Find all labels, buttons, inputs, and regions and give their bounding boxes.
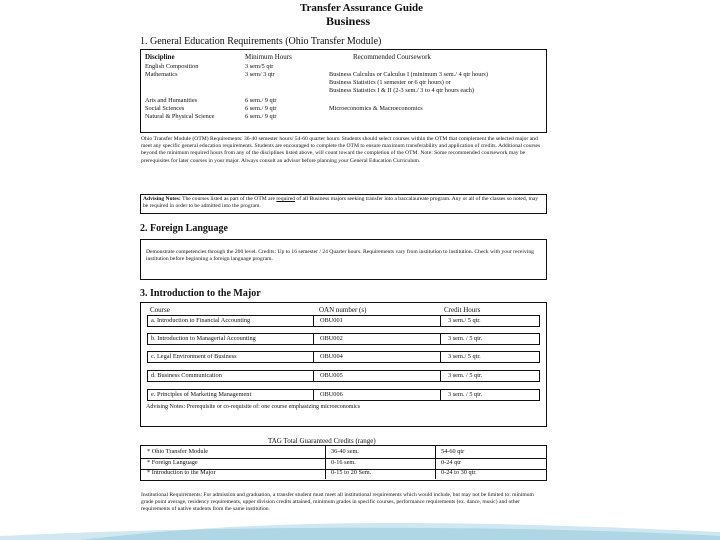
tag-label: * Introduction to the Major (147, 469, 216, 476)
gen-ed-course-cell: Business Calculus or Calculus I (minimum 3 sem./ 4 qtr hours) (329, 71, 488, 78)
gen-ed-discipline-cell: Social Sciences (145, 105, 185, 112)
tag-qtr: 0-24 qtr (441, 459, 462, 466)
credit-hours: 3 sem./ 5 qtr. (448, 317, 481, 324)
tag-sem: 36-40 sem. (331, 448, 359, 455)
major-course-row (147, 370, 540, 382)
row-divider (313, 316, 314, 326)
major-course-row (147, 333, 540, 345)
oan-number: OBU002 (320, 335, 343, 342)
gen-ed-table (140, 49, 547, 133)
page-title: Transfer Assurance Guide (300, 2, 424, 14)
row-divider (440, 352, 441, 362)
gen-ed-hours-cell: 6 sem./ 9 qtr (245, 105, 277, 112)
major-course-row (147, 351, 540, 363)
page-subtitle: Business (326, 14, 371, 28)
tag-qtr: 54-60 qtr (441, 448, 465, 455)
gen-ed-discipline-cell: Mathematics (145, 71, 178, 78)
oan-number: OBU005 (320, 372, 343, 379)
gen-ed-hours-cell: 3 sem/5 qtr (245, 63, 274, 70)
col-recommended: Recommended Coursework (353, 53, 431, 61)
col-credit-hours: Credit Hours (444, 306, 481, 314)
major-course-row (147, 315, 540, 327)
advising-notes-box (140, 194, 547, 214)
col-min-hours: Minimum Hours (245, 53, 292, 61)
course-name: e. Principles of Marketing Management (151, 391, 252, 398)
row-divider (313, 352, 314, 362)
tag-label: * Ohio Transfer Module (147, 448, 209, 455)
row-divider (440, 371, 441, 381)
gen-ed-discipline-cell: English Composition (145, 63, 199, 70)
slide-decoration (0, 510, 720, 540)
foreign-language-text: Demonstrate competencies through the 200 level. Credits: Up to 16 semester / 24 Quarter hours. Requirements vary from institution to institution. Check with your receiving institution before beginning a foreign language program. (146, 249, 534, 263)
section3-heading: 3. Introduction to the Major (140, 288, 261, 299)
oan-number: OBU006 (320, 391, 343, 398)
row-divider (313, 390, 314, 400)
col-course: Course (150, 306, 170, 314)
gen-ed-hours-cell: 6 sem./ 9 qtr (245, 97, 277, 104)
section1-heading: 1. General Education Requirements (Ohio Transfer Module) (140, 36, 382, 47)
tag-sem: 0-16 sem. (331, 459, 356, 466)
gen-ed-course-cell: Microeconomics & Macroeconomics (329, 105, 423, 112)
gen-ed-discipline-cell: Arts and Humanities (145, 97, 198, 104)
credit-hours: 3 sem. / 5 qtr. (448, 335, 483, 342)
advising-notes: Advising Notes: The courses listed as part of the OTM are required of all Business majors seeking transfer into a baccalaureate program. Any or all of the classes so noted, may be required in order to be admitted into the program. (143, 196, 539, 210)
institutional-requirements: Institutional Requirements: For admission and graduation, a transfer student must meet all institutional requirements which would include, but may not be limited to: minimum grade point average, residency requirements, upper division credits attained, minimum grades in specific courses, performance requirements (ex. dance, music) and other requirements of native students from the same institution. (141, 492, 534, 513)
row-divider (440, 316, 441, 326)
row-divider (440, 390, 441, 400)
section2-heading: 2. Foreign Language (140, 223, 228, 234)
row-divider (313, 334, 314, 344)
oan-number: OBU004 (320, 353, 343, 360)
gen-ed-hours-cell: 6 sem./ 9 qtr (245, 113, 277, 120)
oan-number: OBU001 (320, 317, 343, 324)
credit-hours: 3 sem. / 5 qtr. (448, 372, 483, 379)
course-name: c. Legal Environment of Business (151, 353, 237, 360)
major-table (140, 302, 547, 427)
tag-sem: 0-15 to 20 Sem. (331, 469, 372, 476)
credit-hours: 3 sem. / 5 qtr. (448, 391, 483, 398)
col-oan: OAN number (s) (319, 306, 367, 314)
major-course-row (147, 389, 540, 401)
col-discipline: Discipline (145, 53, 175, 61)
row-divider (313, 371, 314, 381)
gen-ed-discipline-cell: Natural & Physical Science (145, 113, 215, 120)
row-divider (440, 334, 441, 344)
gen-ed-course-cell: Business Statistics I & II (2-3 sem./ 3 to 4 qtr hours each) (329, 87, 474, 94)
foreign-language-box (140, 239, 547, 280)
course-name: b. Introduction to Managerial Accounting (151, 335, 256, 342)
major-advising-notes: Advising Notes: Prerequisite or co-requisite of: one course emphasizing microeconomics (146, 404, 361, 410)
credit-hours: 3 sem./ 5 qtr. (448, 353, 481, 360)
course-name: a. Introduction to Financial Accounting (151, 317, 251, 324)
tag-table (140, 445, 547, 481)
tag-col-divider (435, 446, 436, 479)
gen-ed-hours-cell: 3 sem/ 3 qtr (245, 71, 275, 78)
otm-note: Ohio Transfer Module (OTM) Requirements: 36-40 semester hours/ 54-60 quarter hours. Students should select courses within the OTM that complement the selected major and meet any specific general education requirements. Students are encouraged to complete the OTM to ensure maximum transferability and application of credits. Additional courses beyond the minimum required hours from any of the disciplines listed above, will count toward the completion of the OTM. Note: Some recommended coursework may be prerequisites for later courses in your major. Always consult an advisor before planning your General Education Curriculum. (141, 136, 541, 164)
tag-label: * Foreign Language (147, 459, 198, 466)
tag-title: TAG Total Guaranteed Credits (range) (268, 437, 376, 445)
tag-col-divider (325, 446, 326, 479)
gen-ed-course-cell: Business Statistics (1 semester or 6 qtr hours) or (329, 79, 451, 86)
tag-qtr: 0-24 to 30 qtr. (441, 469, 477, 476)
course-name: d. Business Communication (151, 372, 222, 379)
